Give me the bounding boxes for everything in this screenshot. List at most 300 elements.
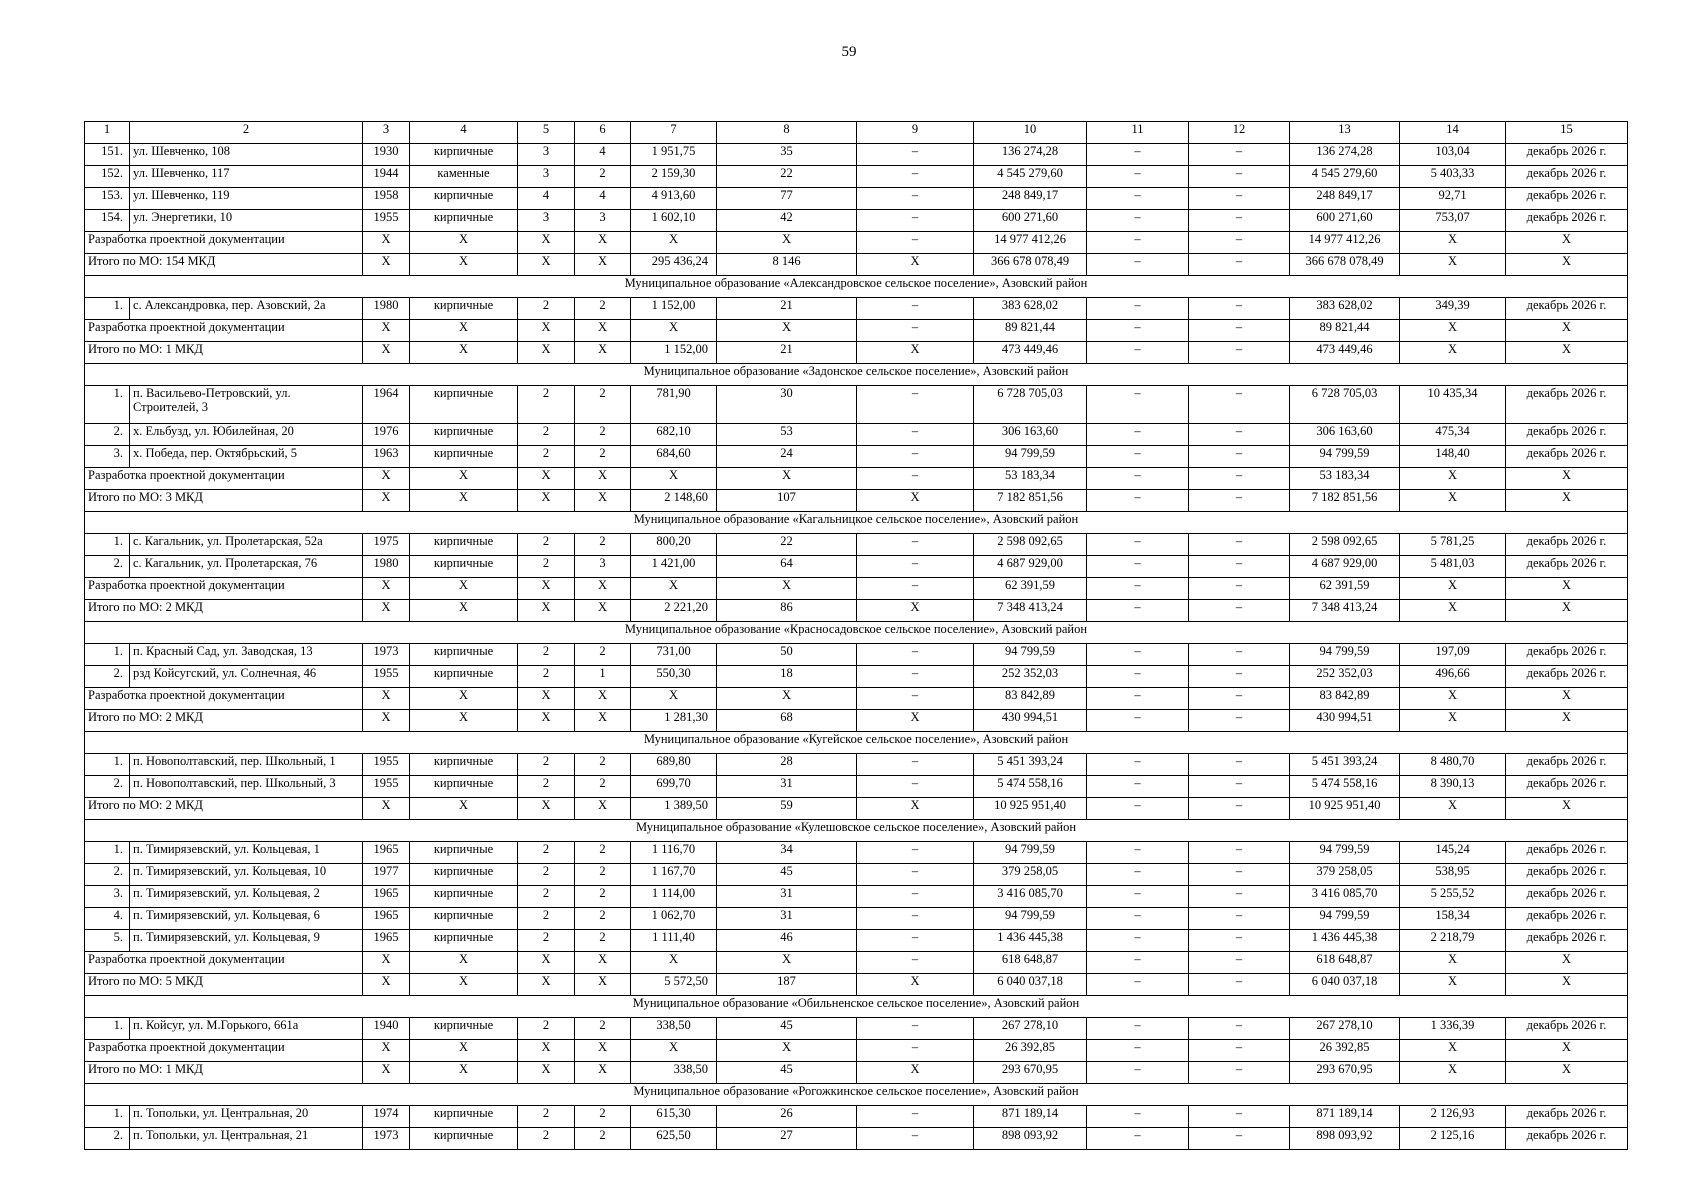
municipality-name: Муниципальное образование «Рогожкинское сельское поселение», Азовский район [85, 1084, 1628, 1106]
data-cell: декабрь 2026 г. [1506, 666, 1628, 688]
row-index: 2. [85, 424, 130, 446]
summary-cell: X [717, 1040, 857, 1062]
summary-cell: X [410, 1062, 518, 1084]
data-cell: 21 [717, 298, 857, 320]
data-cell: 4 [575, 144, 631, 166]
summary-cell: X [631, 688, 717, 710]
municipality-name: Муниципальное образование «Обильненское сельское поселение», Азовский район [85, 996, 1628, 1018]
data-cell: 2 [518, 666, 575, 688]
data-cell: 1973 [363, 644, 410, 666]
data-cell: 4 545 279,60 [974, 166, 1087, 188]
column-number-cell: 5 [518, 122, 575, 144]
data-cell: 94 799,59 [1290, 644, 1400, 666]
data-cell: кирпичные [410, 1128, 518, 1150]
data-cell: 46 [717, 930, 857, 952]
data-cell: 248 849,17 [1290, 188, 1400, 210]
data-cell: кирпичные [410, 556, 518, 578]
summary-cell: X [1506, 342, 1628, 364]
data-cell: 24 [717, 446, 857, 468]
summary-cell: X [1506, 974, 1628, 996]
data-cell: 2 [575, 1106, 631, 1128]
data-cell: 64 [717, 556, 857, 578]
column-number-cell: 1 [85, 122, 130, 144]
summary-cell: X [363, 468, 410, 490]
data-cell: 2 [518, 424, 575, 446]
table-row [85, 446, 1628, 468]
data-cell: 2 [518, 1128, 575, 1150]
data-cell: декабрь 2026 г. [1506, 864, 1628, 886]
data-cell: 781,90 [631, 386, 717, 424]
summary-cell: X [1506, 688, 1628, 710]
table-row [85, 556, 1628, 578]
summary-label: Итого по МО: 5 МКД [85, 974, 363, 996]
municipality-name: Муниципальное образование «Кугейское сельское поселение», Азовский район [85, 732, 1628, 754]
municipality-header-row [85, 512, 1628, 534]
data-cell: 10 435,34 [1400, 386, 1506, 424]
data-cell: 2 [575, 864, 631, 886]
summary-row [85, 342, 1628, 364]
data-cell: 689,80 [631, 754, 717, 776]
address-cell: х. Ельбузд, ул. Юбилейная, 20 [130, 424, 363, 446]
data-cell: – [1087, 754, 1189, 776]
summary-cell: 26 392,85 [974, 1040, 1087, 1062]
summary-label: Итого по МО: 1 МКД [85, 342, 363, 364]
data-cell: 5 451 393,24 [974, 754, 1087, 776]
row-index: 5. [85, 930, 130, 952]
data-cell: – [1087, 776, 1189, 798]
column-number-cell: 15 [1506, 122, 1628, 144]
row-index: 1. [85, 842, 130, 864]
summary-cell: – [857, 1040, 974, 1062]
summary-cell: – [1087, 1040, 1189, 1062]
data-cell: 1965 [363, 930, 410, 952]
data-cell: 2 126,93 [1400, 1106, 1506, 1128]
summary-cell: – [1189, 798, 1290, 820]
summary-cell: – [1087, 578, 1189, 600]
summary-cell: 89 821,44 [1290, 320, 1400, 342]
data-cell: 35 [717, 144, 857, 166]
summary-row [85, 952, 1628, 974]
summary-cell: X [1400, 232, 1506, 254]
data-cell: 5 481,03 [1400, 556, 1506, 578]
data-cell: 30 [717, 386, 857, 424]
data-cell: 4 545 279,60 [1290, 166, 1400, 188]
data-cell: 94 799,59 [1290, 842, 1400, 864]
row-index: 4. [85, 908, 130, 930]
data-cell: 158,34 [1400, 908, 1506, 930]
summary-row [85, 254, 1628, 276]
data-cell: 136 274,28 [1290, 144, 1400, 166]
summary-cell: X [410, 490, 518, 512]
data-cell: 1 602,10 [631, 210, 717, 232]
summary-cell: – [1189, 710, 1290, 732]
data-cell: – [1087, 666, 1189, 688]
summary-cell: X [631, 1040, 717, 1062]
data-cell: 1965 [363, 886, 410, 908]
summary-cell: X [575, 688, 631, 710]
data-cell: 5 474 558,16 [1290, 776, 1400, 798]
summary-cell: X [1506, 600, 1628, 622]
table-row [85, 386, 1628, 424]
summary-cell: 26 392,85 [1290, 1040, 1400, 1062]
data-cell: 1 [575, 666, 631, 688]
summary-label: Итого по МО: 2 МКД [85, 798, 363, 820]
column-number-row [85, 122, 1628, 144]
data-cell: 2 598 092,65 [1290, 534, 1400, 556]
data-cell: 94 799,59 [1290, 446, 1400, 468]
data-cell: кирпичные [410, 210, 518, 232]
municipality-name: Муниципальное образование «Александровское сельское поселение», Азовский район [85, 276, 1628, 298]
summary-cell: 6 040 037,18 [1290, 974, 1400, 996]
summary-cell: 21 [717, 342, 857, 364]
summary-cell: X [575, 342, 631, 364]
data-cell: – [1189, 842, 1290, 864]
summary-cell: – [857, 320, 974, 342]
data-cell: – [857, 1106, 974, 1128]
summary-cell: – [857, 952, 974, 974]
data-cell: – [857, 556, 974, 578]
data-cell: – [1189, 754, 1290, 776]
summary-cell: 7 182 851,56 [974, 490, 1087, 512]
summary-cell: 295 436,24 [631, 254, 717, 276]
data-cell: 1980 [363, 298, 410, 320]
data-cell: 2 159,30 [631, 166, 717, 188]
data-cell: декабрь 2026 г. [1506, 886, 1628, 908]
row-index: 1. [85, 1018, 130, 1040]
summary-cell: X [717, 468, 857, 490]
data-cell: 45 [717, 1018, 857, 1040]
data-cell: – [1087, 908, 1189, 930]
summary-cell: X [575, 710, 631, 732]
data-cell: – [857, 908, 974, 930]
data-cell: – [1189, 446, 1290, 468]
summary-cell: X [518, 710, 575, 732]
data-cell: 31 [717, 908, 857, 930]
summary-cell: X [410, 952, 518, 974]
data-cell: 5 474 558,16 [974, 776, 1087, 798]
summary-cell: 8 146 [717, 254, 857, 276]
data-cell: 5 451 393,24 [1290, 754, 1400, 776]
data-cell: 1955 [363, 210, 410, 232]
summary-cell: 618 648,87 [1290, 952, 1400, 974]
data-cell: 1958 [363, 188, 410, 210]
data-cell: – [1087, 166, 1189, 188]
summary-cell: X [410, 1040, 518, 1062]
address-cell: п. Красный Сад, ул. Заводская, 13 [130, 644, 363, 666]
data-cell: – [1189, 1128, 1290, 1150]
summary-cell: 5 572,50 [631, 974, 717, 996]
row-index: 153. [85, 188, 130, 210]
data-cell: 1930 [363, 144, 410, 166]
data-cell: – [1087, 930, 1189, 952]
data-cell: – [1087, 298, 1189, 320]
data-cell: – [1189, 908, 1290, 930]
data-cell: декабрь 2026 г. [1506, 908, 1628, 930]
row-index: 2. [85, 666, 130, 688]
summary-cell: – [1087, 798, 1189, 820]
summary-cell: X [1506, 578, 1628, 600]
summary-cell: X [631, 578, 717, 600]
summary-cell: – [1189, 1040, 1290, 1062]
address-cell: с. Кагальник, ул. Пролетарская, 52а [130, 534, 363, 556]
data-cell: 2 [518, 908, 575, 930]
data-cell: 50 [717, 644, 857, 666]
summary-cell: X [575, 578, 631, 600]
data-cell: 5 255,52 [1400, 886, 1506, 908]
row-index: 2. [85, 864, 130, 886]
data-cell: 2 [518, 776, 575, 798]
summary-cell: X [363, 688, 410, 710]
summary-cell: X [1400, 974, 1506, 996]
summary-cell: 7 348 413,24 [974, 600, 1087, 622]
summary-cell: 68 [717, 710, 857, 732]
table-row [85, 210, 1628, 232]
summary-cell: X [1506, 490, 1628, 512]
data-cell: 5 781,25 [1400, 534, 1506, 556]
row-index: 1. [85, 754, 130, 776]
data-cell: кирпичные [410, 424, 518, 446]
data-cell: – [857, 446, 974, 468]
data-cell: 2 [518, 842, 575, 864]
summary-cell: – [1087, 254, 1189, 276]
summary-cell: 59 [717, 798, 857, 820]
data-cell: 5 403,33 [1400, 166, 1506, 188]
data-cell: 2 125,16 [1400, 1128, 1506, 1150]
row-index: 1. [85, 534, 130, 556]
summary-cell: – [1087, 232, 1189, 254]
summary-cell: 83 842,89 [974, 688, 1087, 710]
data-cell: 2 [518, 864, 575, 886]
data-cell: 1 114,00 [631, 886, 717, 908]
address-cell: п. Тимирязевский, ул. Кольцевая, 2 [130, 886, 363, 908]
summary-cell: – [1087, 952, 1189, 974]
summary-cell: X [410, 232, 518, 254]
data-cell: 267 278,10 [1290, 1018, 1400, 1040]
summary-cell: X [518, 1040, 575, 1062]
data-cell: 338,50 [631, 1018, 717, 1040]
summary-cell: 107 [717, 490, 857, 512]
address-cell: п. Васильево-Петровский, ул. Строителей, 3 [130, 386, 363, 424]
data-cell: 898 093,92 [1290, 1128, 1400, 1150]
summary-cell: X [1400, 320, 1506, 342]
data-cell: 1 421,00 [631, 556, 717, 578]
data-cell: 475,34 [1400, 424, 1506, 446]
data-cell: – [1087, 144, 1189, 166]
summary-label: Разработка проектной документации [85, 952, 363, 974]
data-cell: 6 728 705,03 [1290, 386, 1400, 424]
row-index: 1. [85, 298, 130, 320]
data-cell: 148,40 [1400, 446, 1506, 468]
address-cell: ул. Шевченко, 108 [130, 144, 363, 166]
data-cell: 18 [717, 666, 857, 688]
data-cell: 145,24 [1400, 842, 1506, 864]
summary-cell: X [518, 600, 575, 622]
summary-cell: 338,50 [631, 1062, 717, 1084]
summary-label: Разработка проектной документации [85, 468, 363, 490]
housing-program-table [84, 121, 1628, 1150]
data-cell: 600 271,60 [974, 210, 1087, 232]
municipality-header-row [85, 1084, 1628, 1106]
summary-label: Итого по МО: 1 МКД [85, 1062, 363, 1084]
data-cell: 1 167,70 [631, 864, 717, 886]
data-cell: кирпичные [410, 644, 518, 666]
data-cell: 871 189,14 [974, 1106, 1087, 1128]
data-cell: 252 352,03 [1290, 666, 1400, 688]
data-cell: – [1087, 188, 1189, 210]
data-cell: 1 111,40 [631, 930, 717, 952]
summary-cell: 10 925 951,40 [974, 798, 1087, 820]
column-number-cell: 12 [1189, 122, 1290, 144]
data-cell: – [1087, 1106, 1189, 1128]
row-index: 1. [85, 644, 130, 666]
summary-cell: X [631, 952, 717, 974]
summary-cell: X [410, 710, 518, 732]
summary-cell: 473 449,46 [974, 342, 1087, 364]
summary-label: Итого по МО: 154 МКД [85, 254, 363, 276]
summary-cell: X [363, 1062, 410, 1084]
data-cell: 31 [717, 776, 857, 798]
summary-cell: X [363, 254, 410, 276]
column-number-cell: 11 [1087, 122, 1189, 144]
summary-cell: 83 842,89 [1290, 688, 1400, 710]
address-cell: х. Победа, пер. Октябрьский, 5 [130, 446, 363, 468]
table-row [85, 534, 1628, 556]
column-number-cell: 2 [130, 122, 363, 144]
data-cell: – [1189, 1106, 1290, 1128]
data-cell: 94 799,59 [974, 842, 1087, 864]
summary-cell: X [410, 342, 518, 364]
data-cell: декабрь 2026 г. [1506, 210, 1628, 232]
page-number: 59 [841, 44, 857, 60]
summary-cell: – [1189, 1062, 1290, 1084]
summary-cell: X [1400, 710, 1506, 732]
address-cell: рзд Койсугский, ул. Солнечная, 46 [130, 666, 363, 688]
summary-cell: – [1087, 600, 1189, 622]
row-index: 2. [85, 776, 130, 798]
data-cell: – [1189, 210, 1290, 232]
data-cell: 1955 [363, 776, 410, 798]
summary-row [85, 974, 1628, 996]
data-cell: 4 [518, 188, 575, 210]
summary-cell: X [717, 232, 857, 254]
municipality-name: Муниципальное образование «Красносадовское сельское поселение», Азовский район [85, 622, 1628, 644]
row-index: 1. [85, 386, 130, 424]
data-cell: 383 628,02 [1290, 298, 1400, 320]
data-cell: – [857, 188, 974, 210]
data-cell: кирпичные [410, 864, 518, 886]
summary-cell: – [1189, 600, 1290, 622]
data-cell: 94 799,59 [974, 908, 1087, 930]
data-cell: 2 [518, 556, 575, 578]
data-cell: 600 271,60 [1290, 210, 1400, 232]
data-cell: – [1087, 446, 1189, 468]
data-cell: 3 [518, 144, 575, 166]
summary-cell: X [575, 1062, 631, 1084]
summary-cell: X [518, 688, 575, 710]
summary-cell: X [410, 688, 518, 710]
summary-row [85, 1040, 1628, 1062]
data-cell: 4 [575, 188, 631, 210]
summary-cell: X [518, 952, 575, 974]
column-number-cell: 3 [363, 122, 410, 144]
data-cell: кирпичные [410, 386, 518, 424]
address-cell: ул. Шевченко, 117 [130, 166, 363, 188]
summary-row [85, 798, 1628, 820]
table-row [85, 930, 1628, 952]
data-cell: 2 [575, 534, 631, 556]
data-cell: декабрь 2026 г. [1506, 166, 1628, 188]
column-number-cell: 6 [575, 122, 631, 144]
data-cell: – [857, 1018, 974, 1040]
summary-cell: X [1400, 688, 1506, 710]
data-cell: – [1087, 556, 1189, 578]
summary-cell: X [1400, 600, 1506, 622]
summary-cell: – [1189, 468, 1290, 490]
summary-cell: X [631, 232, 717, 254]
summary-cell: X [575, 468, 631, 490]
summary-cell: – [1189, 578, 1290, 600]
summary-cell: X [575, 490, 631, 512]
summary-cell: X [518, 254, 575, 276]
data-cell: – [1087, 534, 1189, 556]
data-cell: 3 [518, 210, 575, 232]
summary-cell: X [410, 578, 518, 600]
summary-cell: X [1506, 1040, 1628, 1062]
data-cell: – [1087, 886, 1189, 908]
summary-cell: X [518, 974, 575, 996]
address-cell: п. Топольки, ул. Центральная, 21 [130, 1128, 363, 1150]
data-cell: – [1087, 1018, 1189, 1040]
data-cell: кирпичные [410, 534, 518, 556]
summary-cell: 10 925 951,40 [1290, 798, 1400, 820]
data-cell: – [1189, 298, 1290, 320]
data-cell: 2 598 092,65 [974, 534, 1087, 556]
summary-cell: X [1400, 342, 1506, 364]
summary-cell: 2 148,60 [631, 490, 717, 512]
summary-cell: X [857, 254, 974, 276]
data-cell: кирпичные [410, 188, 518, 210]
address-cell: с. Кагальник, ул. Пролетарская, 76 [130, 556, 363, 578]
summary-cell: X [717, 320, 857, 342]
column-number-cell: 14 [1400, 122, 1506, 144]
data-cell: – [1087, 1128, 1189, 1150]
data-cell: кирпичные [410, 886, 518, 908]
summary-cell: – [1189, 952, 1290, 974]
table-row [85, 644, 1628, 666]
data-cell: 1 436 445,38 [974, 930, 1087, 952]
data-cell: – [1189, 144, 1290, 166]
summary-cell: X [410, 798, 518, 820]
data-cell: 625,50 [631, 1128, 717, 1150]
data-cell: – [857, 534, 974, 556]
data-cell: 267 278,10 [974, 1018, 1087, 1040]
row-index: 152. [85, 166, 130, 188]
data-cell: 2 [575, 424, 631, 446]
data-cell: – [1189, 386, 1290, 424]
data-cell: 2 [518, 534, 575, 556]
summary-cell: X [1400, 578, 1506, 600]
summary-cell: X [857, 798, 974, 820]
data-cell: – [1087, 424, 1189, 446]
data-cell: 22 [717, 166, 857, 188]
data-cell: кирпичные [410, 930, 518, 952]
data-cell: 699,70 [631, 776, 717, 798]
table-row [85, 424, 1628, 446]
data-cell: 77 [717, 188, 857, 210]
summary-row [85, 320, 1628, 342]
summary-cell: X [363, 320, 410, 342]
summary-label: Итого по МО: 2 МКД [85, 710, 363, 732]
